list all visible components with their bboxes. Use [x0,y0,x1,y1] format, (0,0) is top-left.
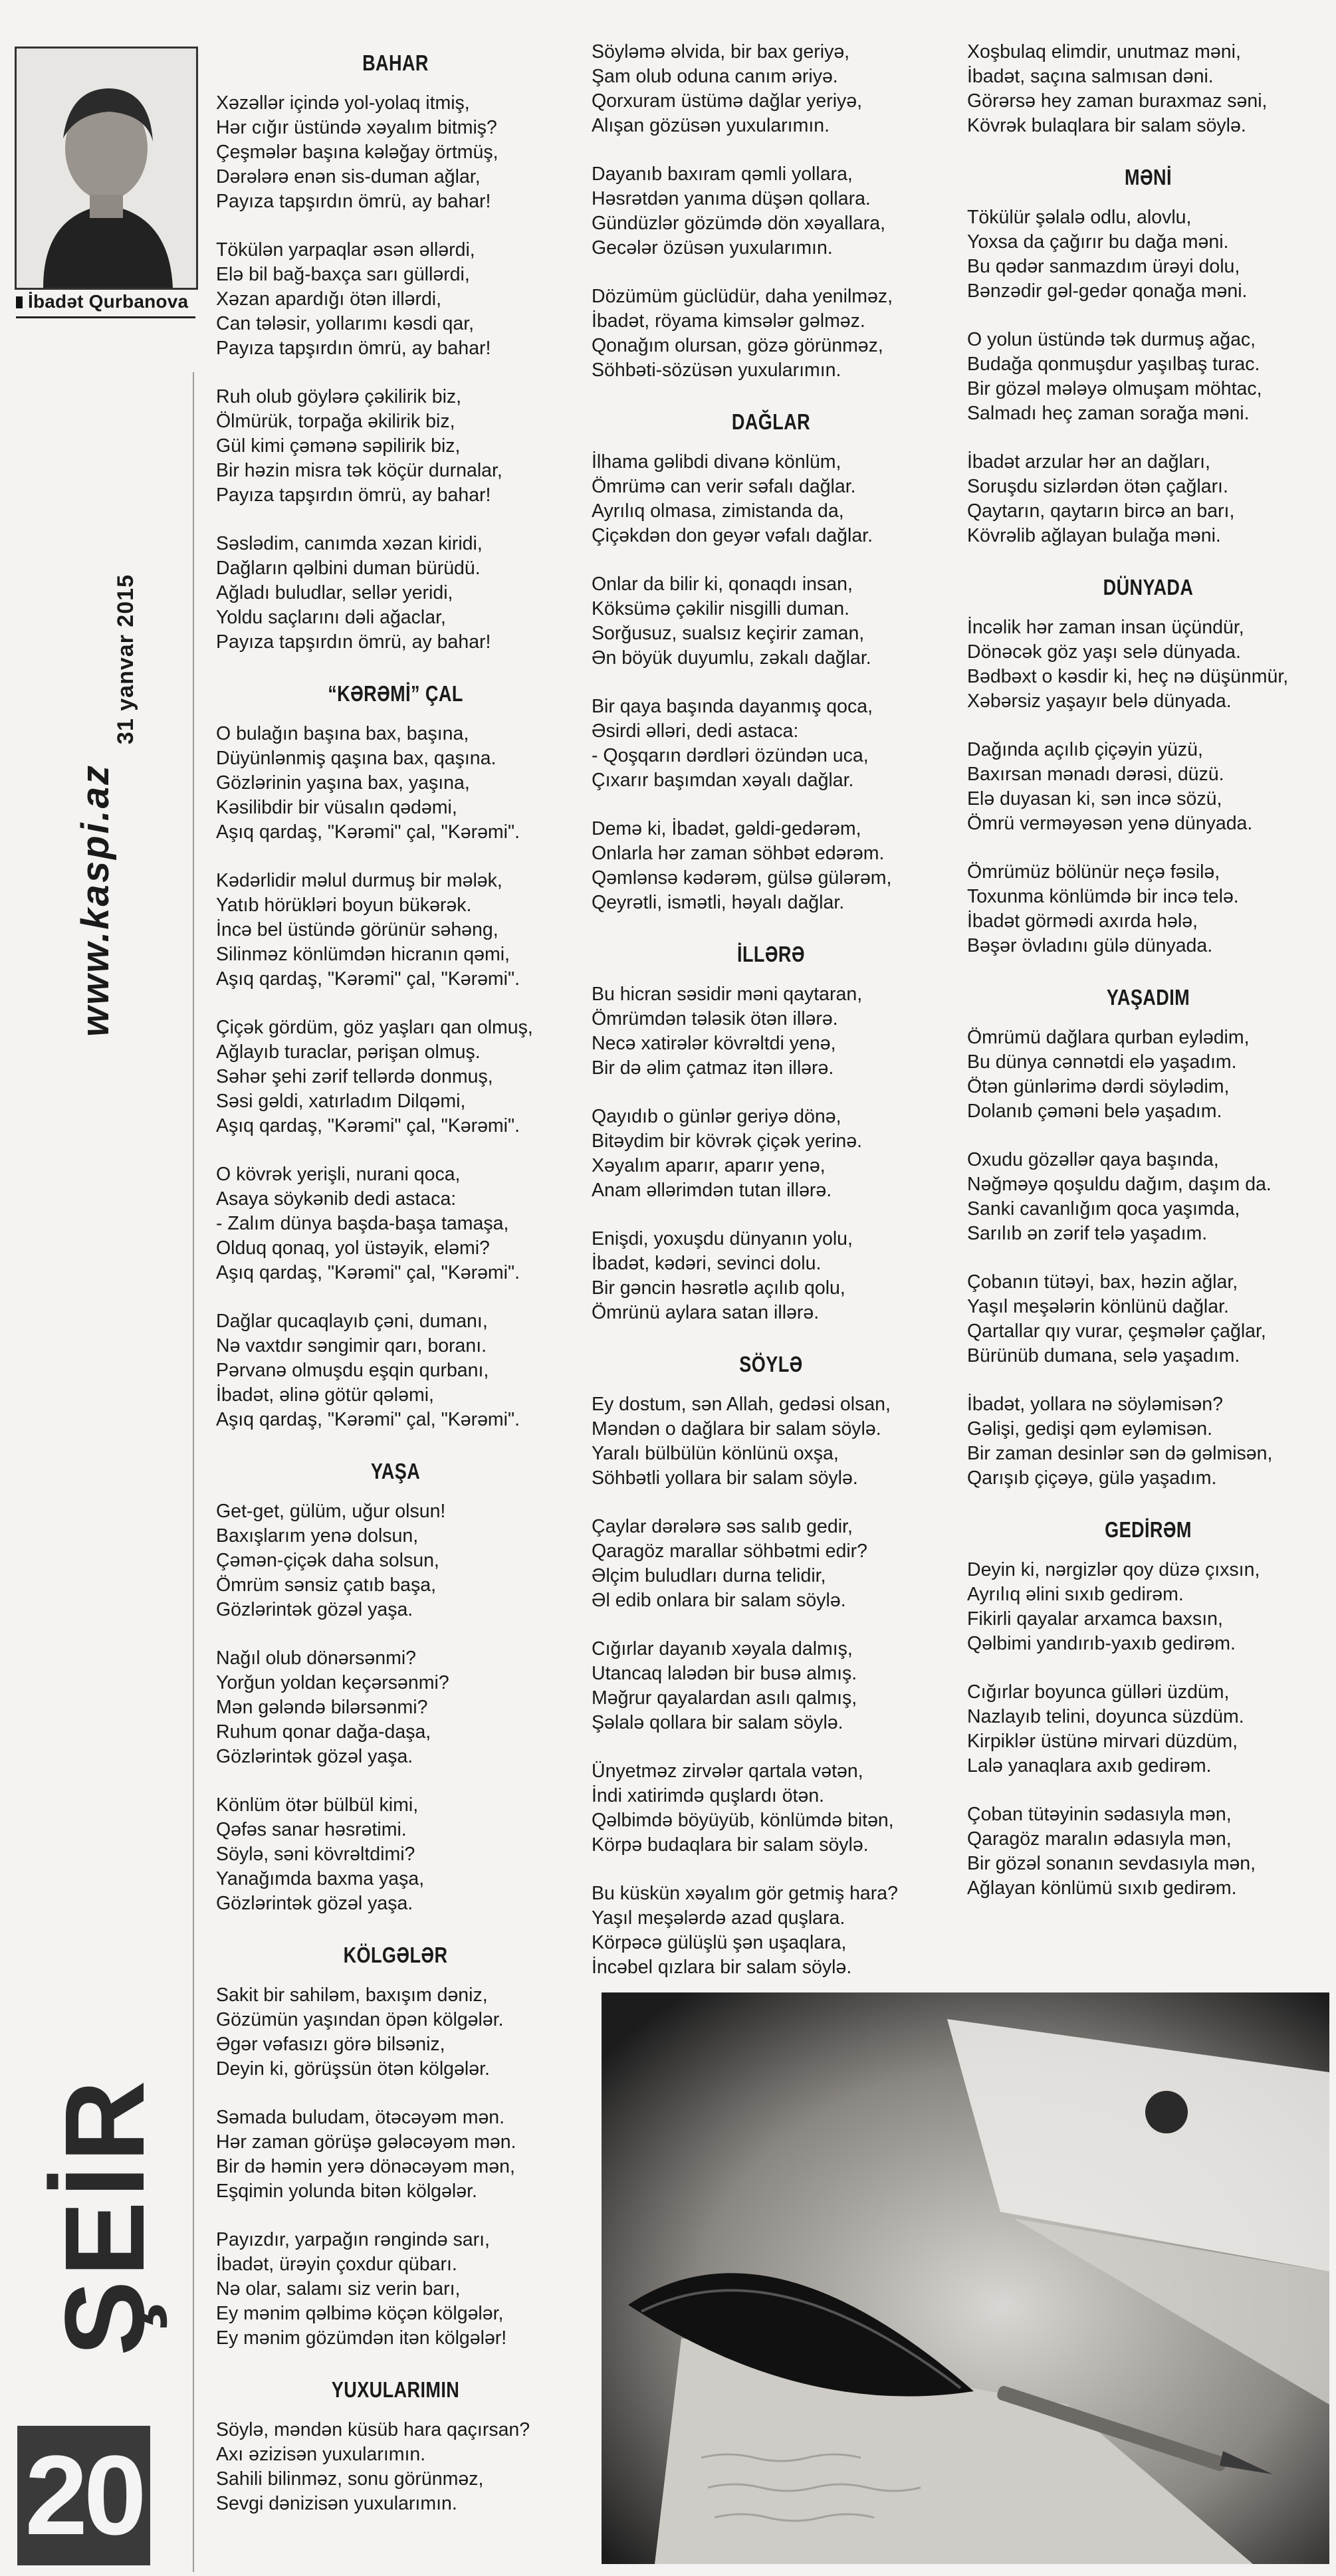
verse-line: Nağıl olub dönərsənmi? [216,1648,417,1669]
verse-line: Eşqimin yolunda bitən kölgələr. [216,2181,477,2202]
verse-line: Bir gözəl mələyə olmuşam möhtac, [967,378,1262,399]
verse-line: Bürünüb dumana, selə yaşadım. [967,1345,1240,1366]
verse-line: Kövrəlib ağlayan bulağa məni. [967,525,1221,546]
verse-line: Söhbətli yollara bir salam söylə. [592,1467,858,1489]
website-url: www.kaspi.az [74,764,117,1037]
stanza [216,1016,575,1138]
verse-line: Kədərlidir məlul durmuş bir mələk, [216,870,502,891]
verse-line: Ömrüm sənsiz çatıb başa, [216,1574,437,1596]
stanza [216,2105,575,2204]
verse-line: Ömrümdən tələsik ötən illərə. [592,1008,838,1029]
verse-line: Çeşmələr başına kələğay örtmüş, [216,142,499,163]
verse-line: Salmadı heç zaman sorağa məni. [967,403,1250,424]
verse-line: Sakit bir sahiləm, baxışım dəniz, [216,1985,488,2006]
verse-line: Ey mənim qəlbimə köçən kölgələr, [216,2303,504,2324]
verse-line: Gözlərintək gözəl yaşa. [216,1893,413,1914]
verse-line: Lalə yanaqlara axıb gedirəm. [967,1755,1212,1776]
verse-line: Gündüzlər gözümdə dön xəyallara, [592,213,886,234]
stanza [967,328,1329,426]
poem-title: YUXULARIMIN [331,2377,460,2402]
verse-line: Şəlalə qollara bir salam söylə. [592,1712,843,1733]
verse-line: Nə vaxtdır səngimir qarı, boranı. [216,1335,487,1356]
verse-line: Cığırlar dayanıb xəyala dalmış, [592,1638,853,1660]
verse-line: Yaşıl meşələrin könlünü dağlar. [967,1296,1229,1317]
verse-line: Yatıb hörükləri boyun bükərək. [216,895,472,916]
verse-line: Qaytarın, qaytarın bircə an barı, [967,500,1235,522]
stanza [216,722,575,845]
quill-pen-image [602,1992,1329,2564]
verse-line: Ey dostum, sən Allah, gedəsi olsan, [592,1394,891,1415]
verse-line: Dərələrə enən sis-duman ağlar, [216,166,481,187]
verse-line: İncə bel üstündə görünür səhəng, [216,919,499,940]
poem [216,681,575,1432]
verse-line: O bulağın başına bax, başına, [216,723,469,744]
verse-line: İbadət, yollara nə söyləmisən? [967,1394,1223,1415]
stanza [967,40,1329,138]
verse-line: Kəsilibdir bir vüsalın qədəmi, [216,797,457,818]
stanza [592,1227,950,1325]
verse-line: Çobanın tütəyi, bax, həzin ağlar, [967,1271,1238,1293]
poem-title: MƏNİ [1125,165,1172,189]
verse-line: - Zalım dünya başda-başa tamaşa, [216,1213,509,1234]
verse-line: - Qoşqarın dərdləri özündən uca, [592,745,869,766]
verse-line: Aşıq qardaş, "Kərəmi" çal, "Kərəmi". [216,1262,520,1283]
verse-line: Bir gəncin həsrətlə açılıb qolu, [592,1277,845,1299]
verse-line: Könlüm ötər bülbül kimi, [216,1794,419,1816]
verse-line: Axı əzizisən yuxularımın. [216,2444,426,2465]
stanza [216,1499,575,1622]
verse-line: Görərsə hey zaman buraxmaz səni, [967,90,1268,112]
verse-line: Gözlərintək gözəl yaşa. [216,1746,413,1767]
verse-line: Çıxarır başımdan xəyalı dağlar. [592,770,854,791]
verse-line: Deyin ki, görüşsün ötən kölgələr. [216,2058,490,2080]
poem [967,575,1329,958]
stanza [216,91,575,214]
stanza [592,1881,950,1980]
verse-line: Bir də həmin yerə dönəcəyəm mən, [216,2156,515,2177]
verse-line: Səsi gəldi, xatırladım Dilqəmi, [216,1091,466,1112]
quill-illustration [602,1992,1329,2564]
verse-line: Get-get, gülüm, uğur olsun! [216,1501,446,1522]
verse-line: Bu dünya cənnətdi elə yaşadım. [967,1051,1237,1073]
verse-line: Qəlbimdə böyüyüb, könlümdə bitən, [592,1810,894,1831]
poem [592,409,950,915]
verse-line: Səhər şehi zərif tellərdə donmuş, [216,1066,493,1087]
verse-line: Şam olub oduna canım əriyə. [592,66,838,87]
verse-line: Nazlayıb telini, doyunca süzdüm. [967,1706,1244,1727]
verse-line: Nəğməyə qoşuldu dağım, daşım da. [967,1174,1272,1195]
poem-title: BAHAR [362,51,429,75]
verse-line: Səmada buludam, ötəcəyəm mən. [216,2107,505,2128]
verse-line: Payıza tapşırdın ömrü, ay bahar! [216,191,491,212]
stanza [592,1637,950,1735]
stanza [592,1759,950,1858]
stanza [967,1025,1329,1124]
stanza [592,982,950,1081]
verse-line: Fikirli qayalar arxamca baxsın, [967,1608,1223,1630]
verse-line: Xəzan apardığı ötən illərdi, [216,288,442,310]
sidebar [0,0,199,2576]
verse-line: Məndən o dağlara bir salam söylə. [592,1418,881,1440]
verse-line: Məğrur qayalardan asılı qalmış, [592,1687,857,1709]
verse-line: Dayanıb baxıram qəmli yollara, [592,163,853,185]
poem [216,1943,575,2351]
verse-line: Anam əllərimdən tutan illərə. [592,1180,832,1201]
verse-line: Qəlbimi yandırıb-yaxıb gedirəm. [967,1633,1236,1654]
verse-line: Onlarla hər zaman söhbət edərəm. [592,843,885,864]
verse-line: Yoldu saçlarını dəli ağaclar, [216,607,446,628]
verse-line: İbadət, saçına salmısan dəni. [967,66,1214,87]
verse-line: Ən böyük duyumlu, zəkalı dağlar. [592,647,871,669]
verse-line: Dağlar qucaqlayıb çəni, dumanı, [216,1311,488,1332]
stanza [216,238,575,361]
verse-line: Əl edib onlara bir salam söylə. [592,1590,846,1611]
verse-line: Bir gözəl sonanın sevdasıyla mən, [967,1853,1256,1874]
verse-line: Körpəcə gülüşlü şən uşaqlara, [592,1932,847,1953]
verse-line: Kövrək bulaqlara bir salam söylə. [967,115,1246,136]
stanza [216,2228,575,2351]
verse-line: Toxunma könlümdə bir incə telə. [967,886,1239,907]
verse-line: Xəbərsiz yaşayır belə dünyada. [967,691,1232,712]
stanza [216,1646,575,1769]
verse-line: Ünyetməz zirvələr qartala vətən, [592,1761,863,1782]
verse-line: Dağında açılıb çiçəyin yüzü, [967,739,1203,760]
poem-title: KÖLGƏLƏR [343,1943,448,1967]
stanza [592,450,950,548]
verse-line: Səslədim, canımda xəzan kiridi, [216,533,483,554]
poem-column-3 [967,40,1329,1927]
stanza [967,450,1329,548]
verse-line: Əgər vəfasızı görə bilsəniz, [216,2034,445,2055]
verse-line: Ölmürük, torpağa əkilirik biz, [216,411,455,432]
verse-line: Nə olar, salamı siz verin barı, [216,2278,461,2300]
verse-line: Dolanıb çəməni belə yaşadım. [967,1101,1222,1122]
verse-line: Ömrümü dağlara qurban eylədim, [967,1027,1250,1048]
byline-marker [16,296,23,308]
verse-line: Qonağım olursan, gözə görünməz, [592,335,883,356]
stanza [216,532,575,655]
poem [967,165,1329,548]
poem-column-1 [216,45,575,2543]
poem-title: SÖYLƏ [739,1352,803,1376]
stanza [216,385,575,508]
verse-line: Elə bil bağ-baxça sarı güllərdi, [216,264,470,285]
verse-line: O yolun üstündə tək durmuş ağac, [967,329,1256,350]
verse-line: Yoxsa da çağırır bu dağa məni. [967,231,1229,253]
verse-line: Ey mənim gözümdən itən kölgələr! [216,2327,507,2349]
verse-line: Qəmlənsə kədərəm, gülsə gülərəm, [592,867,892,889]
poem-title: YAŞADIM [1106,985,1190,1010]
author-name: İbadət Qurbanova [28,291,189,312]
verse-line: Söhbəti-sözüsən yuxularımın. [592,360,841,381]
verse-line: Aşıq qardaş, "Kərəmi" çal, "Kərəmi". [216,968,520,990]
verse-line: Qayıdıb o günlər geriyə dönə, [592,1106,841,1127]
verse-line: Alışan gözüsən yuxularımın. [592,115,830,136]
verse-line: Dağların qəlbini duman bürüdü. [216,558,481,579]
verse-line: Ayrılıq olmasa, zimistanda da, [592,500,844,522]
verse-line: Bir zaman desinlər sən də gəlmisən, [967,1443,1273,1464]
poem-title: İLLƏRƏ [737,942,805,966]
verse-line: İbadət, ürəyin çoxdur qübarı. [216,2254,457,2275]
verse-line: Ömrünü aylara satan illərə. [592,1302,820,1323]
verse-line: Elə duyasan ki, sən incə sözü, [967,788,1222,809]
verse-line: Bədbəxt o kəsdir ki, heç nə düşünmür, [967,666,1289,687]
verse-line: Yaralı bülbülün könlünü oxşa, [592,1443,839,1464]
verse-line: İbadət, kədəri, sevinci dolu. [592,1253,822,1274]
author-byline [16,291,195,318]
stanza [967,1802,1329,1901]
verse-line: Gözümün yaşından öpən kölgələr. [216,2009,504,2030]
verse-line: Həsrətdən yanıma düşən qollara. [592,188,871,209]
verse-line: Söylə, məndən küsüb hara qaçırsan? [216,2419,530,2440]
verse-line: Cığırlar boyunca gülləri üzdüm, [967,1681,1230,1703]
verse-line: Ötən günlərimə dərdi söylədim, [967,1076,1230,1097]
verse-line: Hər zaman görüşə gələcəyəm mən. [216,2131,516,2153]
verse-line: Payıza tapşırdın ömrü, ay bahar! [216,338,491,359]
verse-line: Yorğun yoldan keçərsənmi? [216,1672,449,1693]
verse-line: Aşıq qardaş, "Kərəmi" çal, "Kərəmi". [216,1409,520,1430]
verse-line: Can tələsir, yollarımı kəsdi qar, [216,313,475,334]
section-title: ŞEİR [42,2076,168,2356]
verse-line: Payızdır, yarpağın rəngində sarı, [216,2229,490,2250]
stanza [592,1392,950,1491]
verse-line: Budağa qonmuşdur yaşılbaş turac. [967,354,1260,375]
stanza [592,817,950,915]
poem [967,40,1329,138]
verse-line: Yaşıl meşələrdə azad quşlara. [592,1907,845,1929]
verse-line: Olduq qonaq, yol üstəyik, eləmi? [216,1237,490,1259]
verse-line: Bənzədir gəl-gedər qonağa məni. [967,280,1248,302]
verse-line: Tökülən yarpaqlar əsən əllərdi, [216,239,475,261]
verse-line: Kirpiklər üstünə mirvari düzdüm, [967,1731,1238,1752]
verse-line: İndi xatirimdə quşlardı ötən. [592,1785,825,1806]
verse-line: Aşıq qardaş, "Kərəmi" çal, "Kərəmi". [216,821,520,843]
stanza [967,615,1329,714]
verse-line: Deyin ki, nərgizlər qoy düzə çıxsın, [967,1559,1260,1580]
verse-line: Ömrümə can verir səfalı dağlar. [592,476,856,497]
stanza [216,2418,575,2516]
sidebar-divider [193,372,194,2572]
verse-line: Sevgi dənizisən yuxularımın. [216,2493,457,2514]
verse-line: Xoşbulaq elimdir, unutmaz məni, [967,41,1241,62]
stanza [967,1680,1329,1778]
verse-line: Qəfəs sanar həsrətimi. [216,1819,407,1840]
verse-line: Aşıq qardaş, "Kərəmi" çal, "Kərəmi". [216,1115,520,1136]
verse-line: Bu küskün xəyalım gör getmiş hara? [592,1883,898,1904]
verse-line: Sanki cavanlığım qoca yaşımda, [967,1198,1240,1220]
stanza [967,738,1329,836]
verse-line: Qeyrətli, ismətli, həyalı dağlar. [592,892,845,913]
stanza [967,1558,1329,1656]
stanza [967,1392,1329,1491]
stanza [216,1309,575,1432]
verse-line: Ömrü verməyəsən yenə dünyada. [967,813,1253,834]
verse-line: Qarışıb çiçəyə, gülə yaşadım. [967,1467,1217,1489]
verse-line: Baxırsan mənadı dərəsi, düzü. [967,764,1224,785]
verse-line: Onlar da bilir ki, qonaqdı insan, [592,574,853,595]
poem [592,942,950,1325]
verse-line: Qaragöz marallar söhbətmi edir? [592,1541,868,1562]
verse-line: Bitəydim bir kövrək çiçək yerinə. [592,1130,863,1152]
verse-line: Dönəcək göz yaşı selə dünyada. [967,641,1241,663]
verse-line: İbadət, əlinə götür qələmi, [216,1384,434,1406]
poem-title: YAŞA [370,1459,421,1483]
verse-line: Çiçəkdən don geyər vəfalı dağlar. [592,525,873,546]
stanza [592,162,950,261]
verse-line: Utancaq lalədən bir busə almış. [592,1663,857,1684]
poem-title: DÜNYADA [1103,575,1194,599]
verse-line: Xəzəllər içində yol-yolaq itmiş, [216,92,470,114]
wax-seal-icon [1145,2091,1188,2133]
verse-line: Qaragöz maralın ədasıyla mən, [967,1828,1232,1850]
author-photo [15,47,198,290]
verse-line: Demə ki, İbadət, gəldi-gedərəm, [592,818,861,839]
stanza [216,1793,575,1916]
stanza [967,205,1329,304]
poem [592,1352,950,1980]
stanza [592,695,950,793]
verse-line: Düyünlənmiş qaşına bax, qaşına. [216,748,497,769]
verse-line: Söyləmə əlvida, bir bax geriyə, [592,41,850,62]
verse-line: Bu hicran səsidir məni qaytaran, [592,984,863,1005]
verse-line: Gecələr özüsən yuxularımın. [592,237,833,259]
verse-line: Dözümüm güclüdür, daha yenilməz, [592,286,893,307]
stanza [592,284,950,383]
verse-line: Yanağımda baxma yaşa, [216,1868,425,1889]
verse-line: Əsirdi əlləri, dedi astaca: [592,720,799,742]
stanza [967,1270,1329,1368]
verse-line: Bu qədər sanmazdım ürəyi dolu, [967,256,1240,277]
verse-line: Oxudu gözəllər qaya başında, [967,1149,1219,1170]
poem [216,51,575,655]
verse-line: Baxışlarım yenə dolsun, [216,1525,419,1547]
verse-line: Ayrılıq əlini sıxıb gedirəm. [967,1584,1184,1605]
verse-line: Bir də əlim çatmaz itən illərə. [592,1057,834,1079]
verse-line: Soruşdu sizlərdən ötən çağları. [967,476,1228,497]
verse-line: İbadət görmədi axırda hələ, [967,911,1198,932]
verse-line: Payıza tapşırdın ömrü, ay bahar! [216,631,491,653]
verse-line: Ömrümüz bölünür neçə fəsilə, [967,861,1220,883]
verse-line: Gəlişi, gedişi qəm eyləmisən. [967,1418,1213,1440]
verse-line: Xəyalım aparır, aparır yenə, [592,1155,826,1176]
poem [216,1459,575,1916]
verse-line: O kövrək yerişli, nurani qoca, [216,1164,461,1185]
verse-line: İbadət, röyama kimsələr gəlməz. [592,310,865,332]
poem [967,1517,1329,1901]
stanza [216,1983,575,2082]
verse-line: Qorxuram üstümə dağlar yeriyə, [592,90,863,112]
poem [967,985,1329,1491]
poem [592,40,950,383]
poem-title: DAĞLAR [731,409,811,434]
stanza [967,860,1329,958]
verse-line: İbadət arzular hər an dağları, [967,451,1210,473]
stanza [216,869,575,992]
verse-line: Necə xatirələr kövrəltdi yenə, [592,1033,836,1054]
poem-column-2 [592,40,950,2006]
verse-line: Çaylar dərələrə səs salıb gedir, [592,1516,853,1537]
page-number: 20 [17,2426,150,2565]
verse-line: Ruhum qonar dağa-daşa, [216,1721,431,1743]
verse-line: Enişdi, yoxuşdu dünyanın yolu, [592,1228,853,1249]
issue-date: 31 yanvar 2015 [113,574,138,744]
verse-line: İncəbel qızlara bir salam söylə. [592,1957,852,1978]
stanza [592,1105,950,1203]
stanza [592,40,950,138]
poem-title: “KƏRƏMİ” ÇAL [328,681,463,706]
verse-line: Körpə budaqlara bir salam söylə. [592,1834,869,1856]
verse-line: Söylə, səni kövrəltdimi? [216,1844,415,1865]
verse-line: Bir həzin misra tək köçür durnalar, [216,460,502,481]
verse-line: Silinməz könlümdən hicranın qəmi, [216,944,510,965]
poem-title: GEDİRƏM [1105,1517,1192,1542]
stanza [216,1162,575,1285]
verse-line: Çiçək gördüm, göz yaşları qan olmuş, [216,1017,533,1038]
verse-line: Ağlayan könlümü sıxıb gedirəm. [967,1878,1237,1899]
verse-line: Payıza tapşırdın ömrü, ay bahar! [216,484,491,506]
verse-line: Sorğusuz, sualsız keçirir zaman, [592,623,865,644]
verse-line: Çoban tütəyinin sədasıyla mən, [967,1804,1232,1825]
author-portrait-image [17,49,196,288]
verse-line: Gül kimi çəmənə səpilirik biz, [216,435,461,457]
verse-line: Asaya söykənib dedi astaca: [216,1188,457,1210]
verse-line: Qartallar qıy vurar, çeşmələr çağlar, [967,1321,1266,1342]
verse-line: Ruh olub göylərə çəkilirik biz, [216,386,462,407]
verse-line: Ağlayıb turaclar, pərişan olmuş. [216,1041,481,1063]
poem [216,2377,575,2516]
verse-line: Sahili bilinməz, sonu görünməz, [216,2468,484,2490]
verse-line: Mən gələndə bilərsənmi? [216,1697,428,1718]
verse-line: Bəşər övladını gülə dünyada. [967,935,1213,956]
verse-line: Pərvanə olmuşdu eşqin qurbanı, [216,1360,489,1381]
verse-line: Köksümə çəkilir nisgilli duman. [592,598,850,619]
verse-line: Əlçim buludları durna telidir, [592,1565,826,1586]
verse-line: Çəmən-çiçək daha solsun, [216,1550,439,1571]
verse-line: Ağladı buludlar, sellər yeridi, [216,582,453,603]
verse-line: Tökülür şəlalə odlu, alovlu, [967,207,1192,228]
verse-line: İlhama gəlibdi divanə könlüm, [592,451,841,473]
stanza [592,1515,950,1613]
verse-line: Gözlərinin yaşına bax, yaşına, [216,772,470,794]
verse-line: Bir qaya başında dayanmış qoca, [592,696,873,717]
stanza [967,1148,1329,1246]
verse-line: Sarılıb ən zərif telə yaşadım. [967,1223,1208,1244]
stanza [592,572,950,671]
verse-line: Hər cığır üstündə xəyalım bitmiş? [216,117,497,138]
verse-line: İncəlik hər zaman insan üçündür, [967,617,1244,638]
verse-line: Gözlərintək gözəl yaşa. [216,1599,413,1620]
